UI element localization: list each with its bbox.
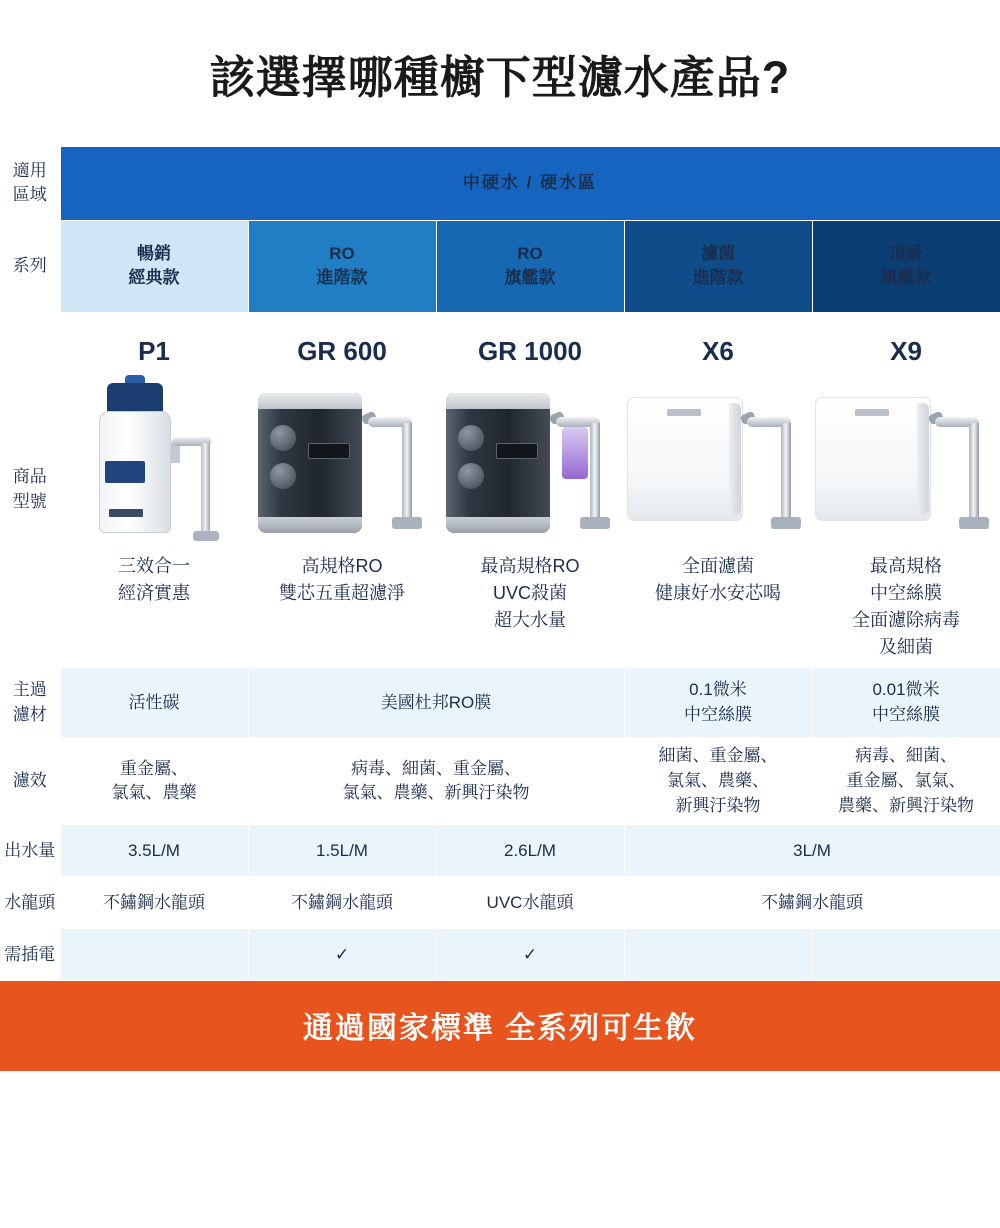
row-label-region — [0, 146, 60, 220]
product-cell-p1 — [60, 312, 248, 668]
product-cell-x9 — [812, 312, 1000, 668]
plug-cell-x9 — [812, 929, 1000, 981]
product-desc-p1-line2: 經済實惠 — [118, 583, 190, 604]
effect-ro-line2: 氯氣、農藥、新興汙染物 — [342, 783, 530, 803]
flow-cell-gr600: 1.5L/M — [248, 825, 436, 877]
product-image-gr1000 — [440, 378, 620, 543]
effect-x6-line3: 新興汙染物 — [675, 795, 761, 815]
page-title: 該選擇哪種櫥下型濾水產品? — [209, 52, 791, 103]
effect-cell-x9 — [812, 738, 1000, 825]
media-cell-p1: 活性碳 — [60, 668, 248, 738]
product-desc-gr600 — [279, 553, 405, 607]
product-desc-p1 — [118, 553, 190, 607]
table-row-effect — [0, 738, 1000, 825]
row-label-effect: 濾效 — [0, 738, 60, 825]
row-label-flow: 出水量 — [0, 825, 60, 877]
media-x6-line1: 0.1微米 — [689, 680, 747, 700]
product-desc-x6-line2: 健康好水安芯喝 — [655, 583, 781, 604]
flow-cell-x6-x9: 3L/M — [624, 825, 1000, 877]
tap-cell-x6-x9: 不鏽鋼水龍頭 — [624, 877, 1000, 929]
table-row-tap — [0, 877, 1000, 929]
product-comparison-table — [0, 146, 1000, 982]
tap-cell-p1: 不鏽鋼水龍頭 — [60, 877, 248, 929]
x9-panel-device-icon — [811, 383, 1000, 543]
series-x9-line2: 旗艦款 — [880, 268, 932, 288]
effect-x9-line3: 農藥、新興汙染物 — [838, 795, 975, 815]
table-row-region — [0, 146, 1000, 220]
product-desc-p1-line1: 三效合一 — [118, 556, 190, 577]
product-desc-x6 — [655, 553, 781, 607]
series-cell-p1 — [60, 220, 248, 312]
media-cell-x6 — [624, 668, 812, 738]
table-row-flow — [0, 825, 1000, 877]
row-label-media-line1: 主過 — [12, 680, 47, 700]
product-desc-gr1000-line1: 最高規格RO — [480, 556, 580, 577]
table-row-series — [0, 220, 1000, 312]
product-image-x6 — [623, 378, 813, 543]
effect-x9-line1: 病毒、細菌、 — [855, 746, 958, 766]
gr600-ro-device-icon — [252, 383, 432, 543]
model-name-gr600: GR 600 — [297, 335, 387, 366]
effect-x6-line1: 細菌、重金屬、 — [658, 746, 778, 766]
product-image-gr600 — [252, 378, 432, 543]
model-name-x9: X9 — [890, 335, 922, 366]
product-desc-gr1000 — [481, 553, 580, 634]
effect-ro-line1: 病毒、細菌、重金屬、 — [351, 758, 521, 778]
series-cell-gr600 — [248, 220, 436, 312]
product-desc-x9-line2: 中空絲膜 — [870, 583, 943, 604]
product-desc-gr1000-line2: UVC殺菌 — [492, 583, 567, 604]
product-cell-gr600 — [248, 312, 436, 668]
series-x6-line1: 濾菌 — [701, 243, 735, 263]
product-desc-gr1000-line3: 超大水量 — [494, 610, 566, 631]
row-label-series: 系列 — [0, 220, 60, 312]
row-label-plug: 需插電 — [0, 929, 60, 981]
row-label-region-line1: 適用 — [12, 160, 47, 180]
table-row-media — [0, 668, 1000, 738]
x6-panel-device-icon — [623, 383, 813, 543]
series-gr1000-line1: RO — [517, 243, 543, 263]
gr1000-ro-uvc-device-icon — [440, 383, 620, 543]
series-gr1000-line2: 旗艦款 — [504, 268, 556, 288]
product-desc-gr600-line1: 高規格RO — [301, 556, 383, 577]
plug-cell-gr600: ✓ — [248, 929, 436, 981]
effect-p1-line1: 重金屬、 — [120, 758, 188, 778]
effect-x9-line2: 重金屬、氯氣、 — [846, 771, 966, 791]
effect-p1-line2: 氯氣、農藥 — [111, 783, 197, 803]
series-p1-line1: 暢銷 — [137, 243, 171, 263]
region-header-cell: 中硬水 / 硬水區 — [60, 146, 1000, 220]
series-cell-x6 — [624, 220, 812, 312]
product-desc-x9-line1: 最高規格 — [870, 556, 943, 577]
product-desc-x6-line1: 全面濾菌 — [682, 556, 754, 577]
row-label-model-line2: 型號 — [12, 492, 47, 512]
tap-cell-gr1000: UVC水龍頭 — [436, 877, 624, 929]
row-label-model-line1: 商品 — [12, 467, 47, 487]
row-label-model — [0, 312, 60, 668]
plug-cell-gr1000: ✓ — [436, 929, 624, 981]
series-x9-line1: 頂級 — [889, 243, 924, 263]
product-cell-gr1000 — [436, 312, 624, 668]
p1-filter-device-icon — [79, 383, 229, 543]
plug-cell-x6 — [624, 929, 812, 981]
series-cell-gr1000 — [436, 220, 624, 312]
effect-cell-ro — [248, 738, 624, 825]
table-row-plug — [0, 929, 1000, 981]
product-desc-x9-line3: 全面濾除病毒 — [852, 610, 961, 631]
row-label-tap: 水龍頭 — [0, 877, 60, 929]
series-cell-x9 — [812, 220, 1000, 312]
effect-cell-p1 — [60, 738, 248, 825]
product-desc-gr600-line2: 雙芯五重超濾淨 — [279, 583, 405, 604]
flow-cell-gr1000: 2.6L/M — [436, 825, 624, 877]
series-x6-line2: 進階款 — [692, 268, 744, 288]
media-x9-line1: 0.01微米 — [872, 680, 940, 700]
product-desc-x9-line4: 及細菌 — [879, 637, 934, 658]
series-p1-line2: 經典款 — [128, 268, 180, 288]
product-image-x9 — [811, 378, 1000, 543]
series-gr600-line2: 進階款 — [316, 268, 368, 288]
media-cell-ro: 美國杜邦RO膜 — [248, 668, 624, 738]
media-x6-line2: 中空絲膜 — [684, 704, 752, 724]
media-x9-line2: 中空絲膜 — [872, 704, 941, 724]
model-name-x6: X6 — [702, 335, 734, 366]
model-name-p1: P1 — [138, 335, 170, 366]
model-name-gr1000: GR 1000 — [477, 335, 583, 366]
table-row-model — [0, 312, 1000, 668]
row-label-region-line2: 區域 — [12, 185, 47, 205]
effect-x6-line2: 氯氣、農藥、 — [667, 771, 769, 791]
tap-cell-gr600: 不鏽鋼水龍頭 — [248, 877, 436, 929]
series-gr600-line1: RO — [329, 243, 355, 263]
media-cell-x9 — [812, 668, 1000, 738]
flow-cell-p1: 3.5L/M — [60, 825, 248, 877]
product-cell-x6 — [624, 312, 812, 668]
product-image-p1 — [79, 378, 229, 543]
product-desc-x9 — [852, 553, 960, 661]
row-label-media — [0, 668, 60, 738]
footer-banner: 通過國家標準 全系列可生飲 — [0, 981, 1000, 1071]
plug-cell-p1 — [60, 929, 248, 981]
effect-cell-x6 — [624, 738, 812, 825]
row-label-media-line2: 濾材 — [12, 704, 47, 724]
